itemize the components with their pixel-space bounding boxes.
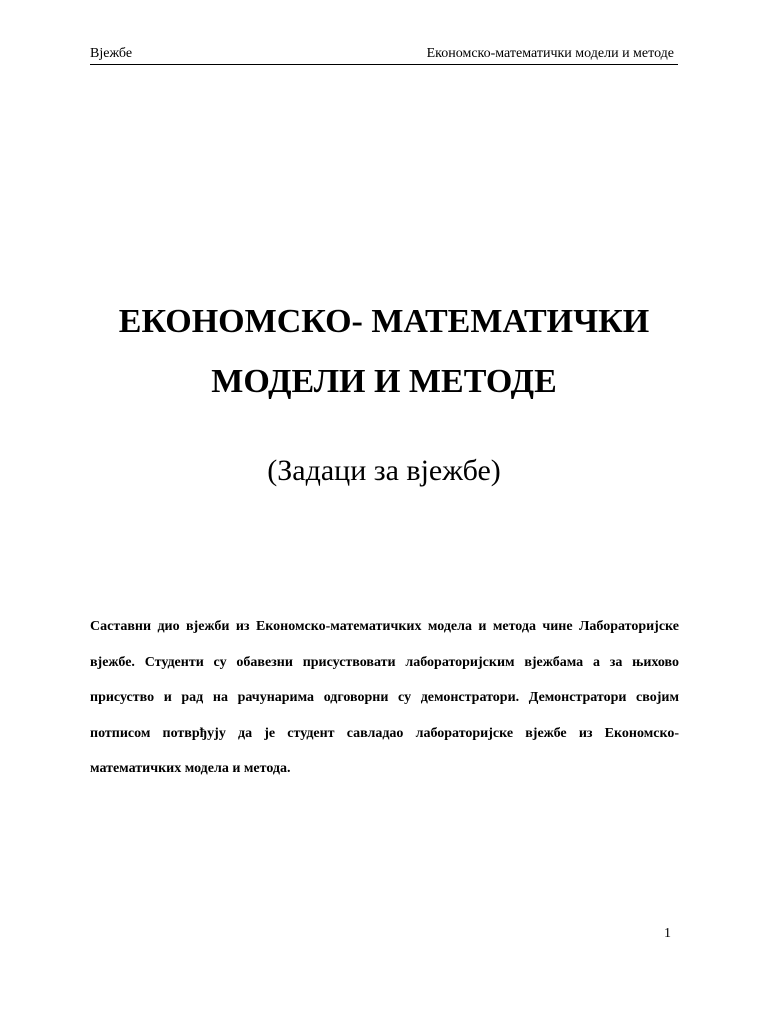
document-title-line-2: МОДЕЛИ И МЕТОДЕ bbox=[211, 363, 557, 400]
header-document-title: Економско-математички модели и методе bbox=[426, 46, 674, 61]
page-number: 1 bbox=[664, 926, 671, 941]
document-title-line-1: ЕКОНОМСКО- МАТЕМАТИЧКИ bbox=[118, 303, 650, 340]
body-paragraph: Саставни дио вјежби из Економско-математичких модела и метода чине Лабораторијске вјежбе. Студенти су обавезни присуствовати лабораторијским вјежбама а за њихово присуство и рад на рачунарима одговорни су демонстратори. Демонстратори својим потписом потврђују да је студент савладао лабораторијске вјежбе из Економско-математичких модела и метода. bbox=[90, 619, 679, 776]
page-header bbox=[90, 44, 678, 65]
document-subtitle: (Задаци за вјежбе) bbox=[267, 454, 501, 487]
header-section-label: Вјежбе bbox=[90, 46, 133, 61]
